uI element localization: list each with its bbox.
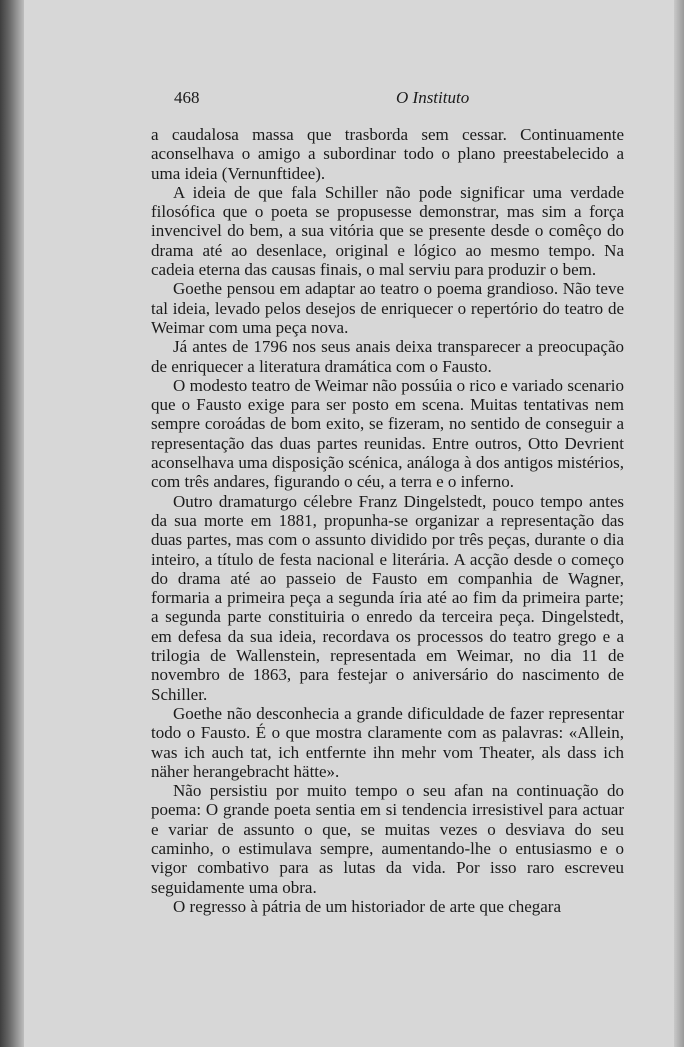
body-text [151, 125, 624, 916]
running-header [174, 88, 659, 110]
paragraph: Já antes de 1796 nos seus anais deixa transparecer a preocupação de enriquecer a literatura dramática com o Fausto. [151, 337, 624, 376]
paragraph: O modesto teatro de Weimar não possúia o rico e variado scenario que o Fausto exige para ser posto em scena. Muitas tentativas nem sempre coroádas de bom exito, se fizeram, no sentido de conseguir a representação das duas partes reunidas. Entre outros, Otto Devrient aconselhava uma disposição scénica, análoga à dos antigos mistérios, com três andares, figurando o céu, a terra e o inferno. [151, 375, 624, 492]
paragraph: Goethe pensou em adaptar ao teatro o poema grandioso. Não teve tal ideia, levado pelos desejos de enriquecer o repertório do teatro de Weimar com uma peça nova. [151, 279, 624, 337]
paragraph: Outro dramaturgo célebre Franz Dingelstedt, pouco tempo antes da sua morte em 1881, propunha-se organizar a representação das duas partes, mas com o assunto dividido por três peças, durante o dia inteiro, a título de festa nacional e literária. A acção desde o começo do drama até ao passeio de Fausto em companhia de Wagner, formaria a primeira peça a segunda íria até ao fim da primeira parte; a segunda parte constituiria o enredo da terceira peça. Dingelstedt, em defesa da sua ideia, recordava os processos do teatro grego e a trilogia de Wallenstein, representada em Weimar, no dia 11 de novembro de 1863, para festejar o aniversário do nascimento de Schiller. [151, 491, 624, 704]
paragraph: Não persistiu por muito tempo o seu afan na continuação do poema: O grande poeta sentia em si tendencia irresistivel para actuar e variar de assunto o que, se muitas vezes o desviava do seu caminho, o estimulava sempre, aumentando-lhe o entusiasmo e o vigor combativo para as lutas da vida. Por isso raro escreveu seguidamente uma obra. [151, 781, 624, 897]
paragraph: O regresso à pátria de um historiador de arte que chegara [173, 896, 561, 916]
paragraph: A ideia de que fala Schiller não pode significar uma verdade filosófica que o poeta se propusesse demonstrar, mas sim a força invencivel do bem, a sua vitória que se presente desde o comêço do drama até ao desenlace, original e lógico ao mesmo tempo. Na cadeia eterna das causas finais, o mal serviu para produzir o bem. [151, 182, 624, 280]
paragraph: Goethe não desconhecia a grande dificuldade de fazer representar todo o Fausto. É o que mostra claramente com as palavras: «Allein, was ich auch tat, ich entfernte ihn mehr vom Theater, als dass ich näher herangebracht hätte». [151, 703, 624, 781]
page-edge-shadow [674, 0, 684, 1047]
book-binding-shadow [0, 0, 24, 1047]
running-title: O Instituto [396, 88, 470, 107]
paragraph: a caudalosa massa que trasborda sem cessar. Continuamente aconselhava o amigo a subordinar todo o plano preestabelecido a uma ideia (Vernunftidee). [151, 125, 624, 183]
page-number: 468 [174, 88, 200, 107]
